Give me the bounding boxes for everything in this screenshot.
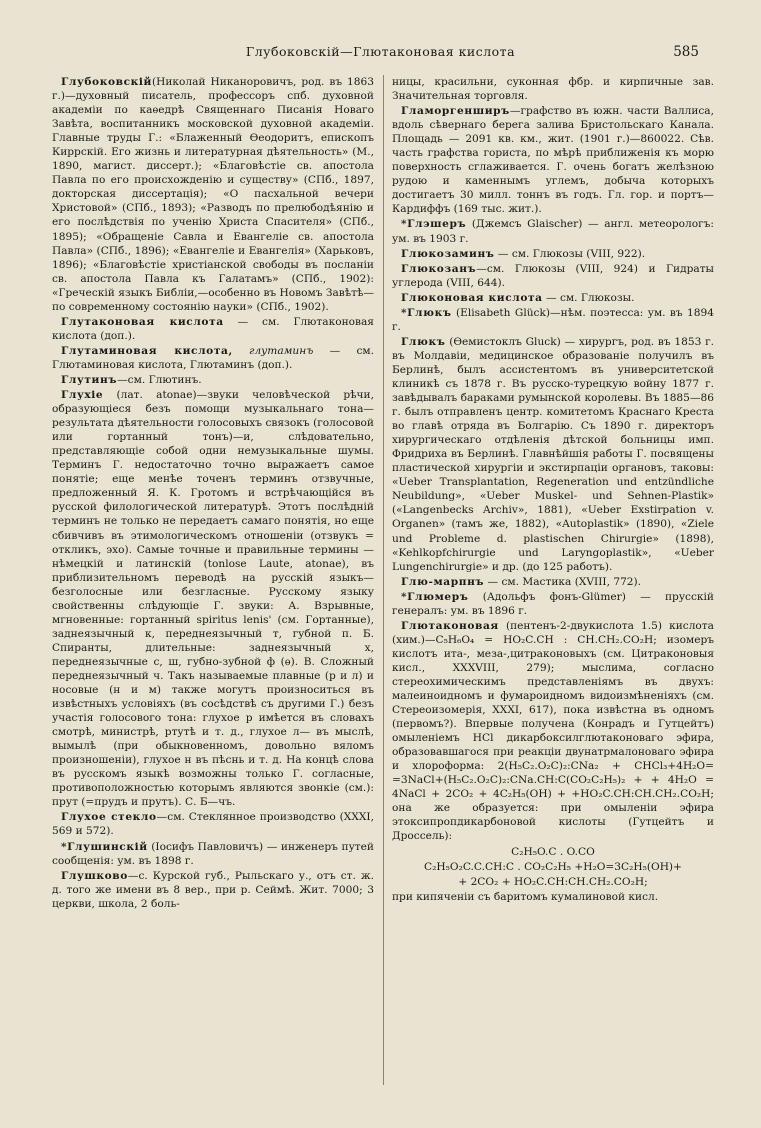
page-number: 585 bbox=[673, 44, 699, 60]
entry-text: —с. Курской губ., Рыльскаго у., отъ ст. ж. д. того же имени въ 8 вер., при р. Сеймѣ. Жит. 7000; 3 церкви, школа, 2 боль- bbox=[52, 869, 374, 910]
entry-headword: Глю-марпнъ bbox=[401, 575, 485, 588]
entry-headword: Глюконовая кислота bbox=[401, 291, 543, 304]
entry-headword: *Глэшеръ bbox=[401, 218, 467, 231]
entry-headword: *Глюмеръ bbox=[401, 590, 469, 603]
entry bbox=[52, 344, 374, 372]
entry-text: + 2CO₂ + HO₂C.CH:CH.CH₂.CO₂H; bbox=[458, 875, 648, 888]
entry-headword: Глутинъ bbox=[61, 373, 118, 386]
entry bbox=[392, 619, 714, 844]
entry-headword: Гламоргенширъ bbox=[401, 105, 510, 118]
entry-text: —графство въ южн. части Валлиса, вдоль сѣвернаго берега залива Бристольскаго Канала. Площадь — 2091 кв. км., жит. (1901 г.)—860022. Сѣв. часть графства гориста, по мѣрѣ приближенія къ морю поверхность сглаживается. Г. очень богатъ желѣзною рудою и каменнымъ углемъ, добыча которыхъ достигаетъ 30 милл. тоннъ въ годъ. Гл. гор. и портъ—Кардиффъ (169 тыс. жит.). bbox=[392, 105, 714, 216]
entry-headword: Глушково bbox=[61, 869, 128, 882]
entry bbox=[52, 869, 374, 911]
entry-text: (Іосифъ Павловичъ) — инженеръ путей сообщенія: ум. въ 1898 г. bbox=[52, 840, 374, 867]
entry-headword: Глухое стекло bbox=[61, 811, 157, 824]
right-column bbox=[392, 75, 714, 905]
entry-text: (Ѳемистоклъ Gluck) — хирургъ, род. въ 1853 г. въ Молдавіи, медицинское образованіе получилъ въ Берлинѣ, былъ ассистентомъ въ университетской клиникѣ съ 1878 г. Въ русско-турецкую войну 1877 г. завѣдывалъ бараками румынской королевы. Въ 1885—86 г. былъ отправленъ центр. комитетомъ Краснаго Креста во главѣ отряда въ Болгарію. Съ 1890 г. директоръ хирургическаго отдѣленія дѣтской больницы имп. Фридриха въ Берлинѣ. Главнѣйшія работы Г. посвящены пластической хирургіи и экстирпаціи органовъ, таковы: «Ueber Transplantation, Regeneration und entzündliche Neubildung», «Ueber Muskel- und Sehnen-Plastik» («Langenbecks Archiv», 1881), «Ueber Exstirpation v. Organen» (тамъ же, 1882), «Autoplastik» (1890), «Ziele und Probleme d. plastischen Chirurgie» (1898), «Kehlkopfchirurgie und Laryngoplastik», «Ueber Lungenchirurgie» и др. (до 125 работъ). bbox=[392, 335, 714, 573]
entry bbox=[52, 315, 374, 343]
entry bbox=[392, 590, 714, 618]
entry bbox=[392, 860, 714, 874]
entry-text: (лат. atonae)—звуки человѣческой рѣчи, образующіеся безъ помощи музыкальнаго тона—результата дѣятельности голосовыхъ связокъ (голосовой или гортанный тонъ)—и, слѣдовательно, представляющіе собой одни немузыкальные шумы. Терминъ Г. недостаточно точно выражаетъ самое понятіе; еще менѣе точенъ терминъ отзвучные, предложенный Я. К. Гротомъ и встрѣчающійся въ русской филологической литературѣ. Этотъ послѣдній терминъ не только не передаетъ самаго понятія, но еще сбивчивъ въ этимологическомъ отношеніи (отзвукъ = откликъ, эхо). Самые точные и правильные термины — нѣмецкій и латинскій (tonlose Laute, atonae), въ приблизительномъ переводѣ на русскій языкъ—безголосные или безгласные. Русскому языку свойственны слѣдующіе Г. звуки: А. Взрывные, мгновенные: гортанный spiritus lenis' (см. Гортанные), заднеязычный к, переднеязычный т, губной п. Б. Спиранты, длительные: заднеязычный х, переднеязычные с, ш, губно-зубной ф (ѳ). В. Сложный переднеязычный ч. Такъ называемые плавные (р и л) и носовые (н и м) также могутъ произноситься въ извѣстныхъ условіяхъ (въ сосѣдствѣ съ другими Г.) безъ участія голосового тона: глухое р имѣется въ словахъ смотрѣ, министрѣ, ртутѣ и т. д., глухое л— въ мыслѣ, вымылѣ (при обыкновенномъ, довольно вяломъ произношеніи), глухое н въ пѣснь и т. д. На концѣ слова въ русскомъ языкѣ возможны только Г. согласные, противоположностью которымъ являются звонкіе (см.): прут (=прудъ и прутъ). С. Б—чъ. bbox=[52, 389, 374, 809]
header-title: Глубоковскій—Глютаконовая кислота bbox=[245, 44, 516, 59]
entry-headword: *Глушинскій bbox=[61, 840, 148, 853]
entry bbox=[392, 335, 714, 574]
entry bbox=[392, 217, 714, 245]
entry bbox=[392, 845, 714, 859]
entry-headword: Глюкозанъ bbox=[401, 262, 477, 275]
entry bbox=[52, 75, 374, 314]
entry bbox=[52, 388, 374, 809]
running-header bbox=[0, 44, 761, 64]
entry-text: —см. Глюкозы (VIII, 924) и Гидраты углерода (VIII, 644). bbox=[392, 262, 714, 289]
entry-text: при кипяченіи съ баритомъ кумалиновой кисл. bbox=[392, 890, 659, 903]
entry-text: — см. Мастика (XVIII, 772). bbox=[484, 575, 642, 588]
entry bbox=[392, 875, 714, 889]
entry-text: (Джемсъ Glaischer) — англ. метеорологъ: ум. въ 1903 г. bbox=[392, 218, 714, 245]
entry-text: C₂H₅O₂C.C.CH:C . CO₂C₂H₅ +H₂O=3C₂H₅(OH)+ bbox=[424, 860, 682, 873]
entry bbox=[392, 306, 714, 334]
entry-text: — см. Глютаминовая кислота, Глютаминъ (доп.). bbox=[52, 344, 375, 371]
entry-italic: глутаминъ bbox=[232, 344, 314, 357]
entry-text: (Адольфъ фонъ-Glümer) — прусскій генералъ: ум. въ 1896 г. bbox=[392, 590, 714, 617]
entry-text: (пентенъ-2-двукислота 1.5) кислота (хим.)—C₅H₆O₄ = HO₂C.CH : CH.CH₂.CO₂H; изомеръ кислотъ ита-, меза-,цитраконовыхъ (см. Цитраконовыя кисл., XXXVIII, 279); мыслима, согласно стереохимическимъ представленіямъ въ двухъ: малеиноидномъ и фумароидномъ видоизмѣненіяхъ (см. Стереоизомерія, XXXI, 617), пока извѣстна въ одномъ (первомъ?). Впервые получена (Конрадъ и Гутцейтъ) омыленіемъ HCl дикарбоксилглютаконоваго эфира, образовавшагося при реакціи двунатрмалоноваго эфира и хлороформа: 2(H₅C₂.O₂C)₂:CNa₂ + CHCl₃+4H₂O= =3NaCl+(H₅C₂.O₂C)₂:CNa.CH:C(CO₂C₂H₅)₂ + + 4H₂O = 4NaCl + 2CO₂ + 4C₂H₅(OH) + +HO₂C.CH:CH.CH₂.CO₂H; она же образуется: при омыленіи эфира этоксипропдикарбоновой кислоты (Гутцейтъ и Дроссель): bbox=[392, 619, 714, 843]
left-column bbox=[52, 75, 374, 912]
column-divider bbox=[383, 75, 384, 1085]
entry-headword: Глубоковскій bbox=[61, 76, 152, 88]
entry bbox=[52, 810, 374, 838]
entry-headword: Глюкозаминъ bbox=[401, 247, 495, 260]
entry-headword: Глютаконовая bbox=[401, 619, 499, 632]
entry-text: C₂H₅O.C . O.CO bbox=[511, 845, 595, 858]
entry-text: — см. Глюкозы (VIII, 922). bbox=[494, 247, 646, 260]
entry-text: ницы, красильни, суконная фбр. и кирпичные зав. Значительная торговля. bbox=[392, 76, 714, 103]
entry bbox=[392, 262, 714, 290]
entry bbox=[392, 247, 714, 261]
entry-text: —см. Стеклянное производство (XXXI, 569 и 572). bbox=[52, 811, 374, 838]
entry bbox=[52, 373, 374, 387]
entry-headword: Глутаконовая кислота bbox=[61, 315, 224, 328]
entry bbox=[392, 291, 714, 305]
entry-headword: Глухіе bbox=[61, 389, 104, 402]
entry bbox=[392, 75, 714, 103]
entry-text: —см. Глютинъ. bbox=[117, 373, 202, 386]
entry bbox=[392, 575, 714, 589]
entry-headword: Глюкъ bbox=[401, 335, 446, 348]
entry-text: (Elisabeth Glück)—нѣм. поэтесса: ум. въ 1894 г. bbox=[392, 306, 714, 333]
entry-headword: *Глюкъ bbox=[401, 306, 452, 319]
entry-text: — см. Глютаконовая кислота (доп.). bbox=[52, 315, 374, 342]
entry bbox=[392, 890, 714, 904]
entry-headword: Глутаминовая кислота, bbox=[61, 344, 233, 357]
entry-text: (Николай Никаноровичъ, род. въ 1863 г.)—духовный писатель, профессоръ спб. духовной академіи по каѳедрѣ Священнаго Писанія Новаго Завѣта, воспитанникъ московской духовной академіи. Главные труды Г.: «Блаженный Ѳеодоритъ, епископъ Киррскій. Его жизнь и литературная дѣятельность» (М., 1890, магист. диссерт.); «Благовѣстіе св. апостола Павла по его происхожденію и существу» (СПб., 1897, докторская диссертація); «О пасхальной вечери Христовой» (СПб., 1893); «Разводъ по прелюбодѣянію и его послѣдствія по ученію Христа Спасителя» (СПб., 1895); «Обращеніе Савла и Евангеліе св. апостола Павла» (СПб., 1896); «Евангеліе и Евангелія» (Харьковъ, 1896); «Благовѣстіе христіанской свободы въ посланіи св. апостола Павла къ Галатамъ» (СПб., 1902): «Греческій языкъ Библіи,—особенно въ Новомъ Завѣтѣ—по современному состоянію науки» (СПб., 1902). bbox=[52, 76, 374, 313]
entry bbox=[52, 840, 374, 868]
entry-text: — см. Глюкозы. bbox=[542, 291, 635, 304]
entry bbox=[392, 104, 714, 216]
